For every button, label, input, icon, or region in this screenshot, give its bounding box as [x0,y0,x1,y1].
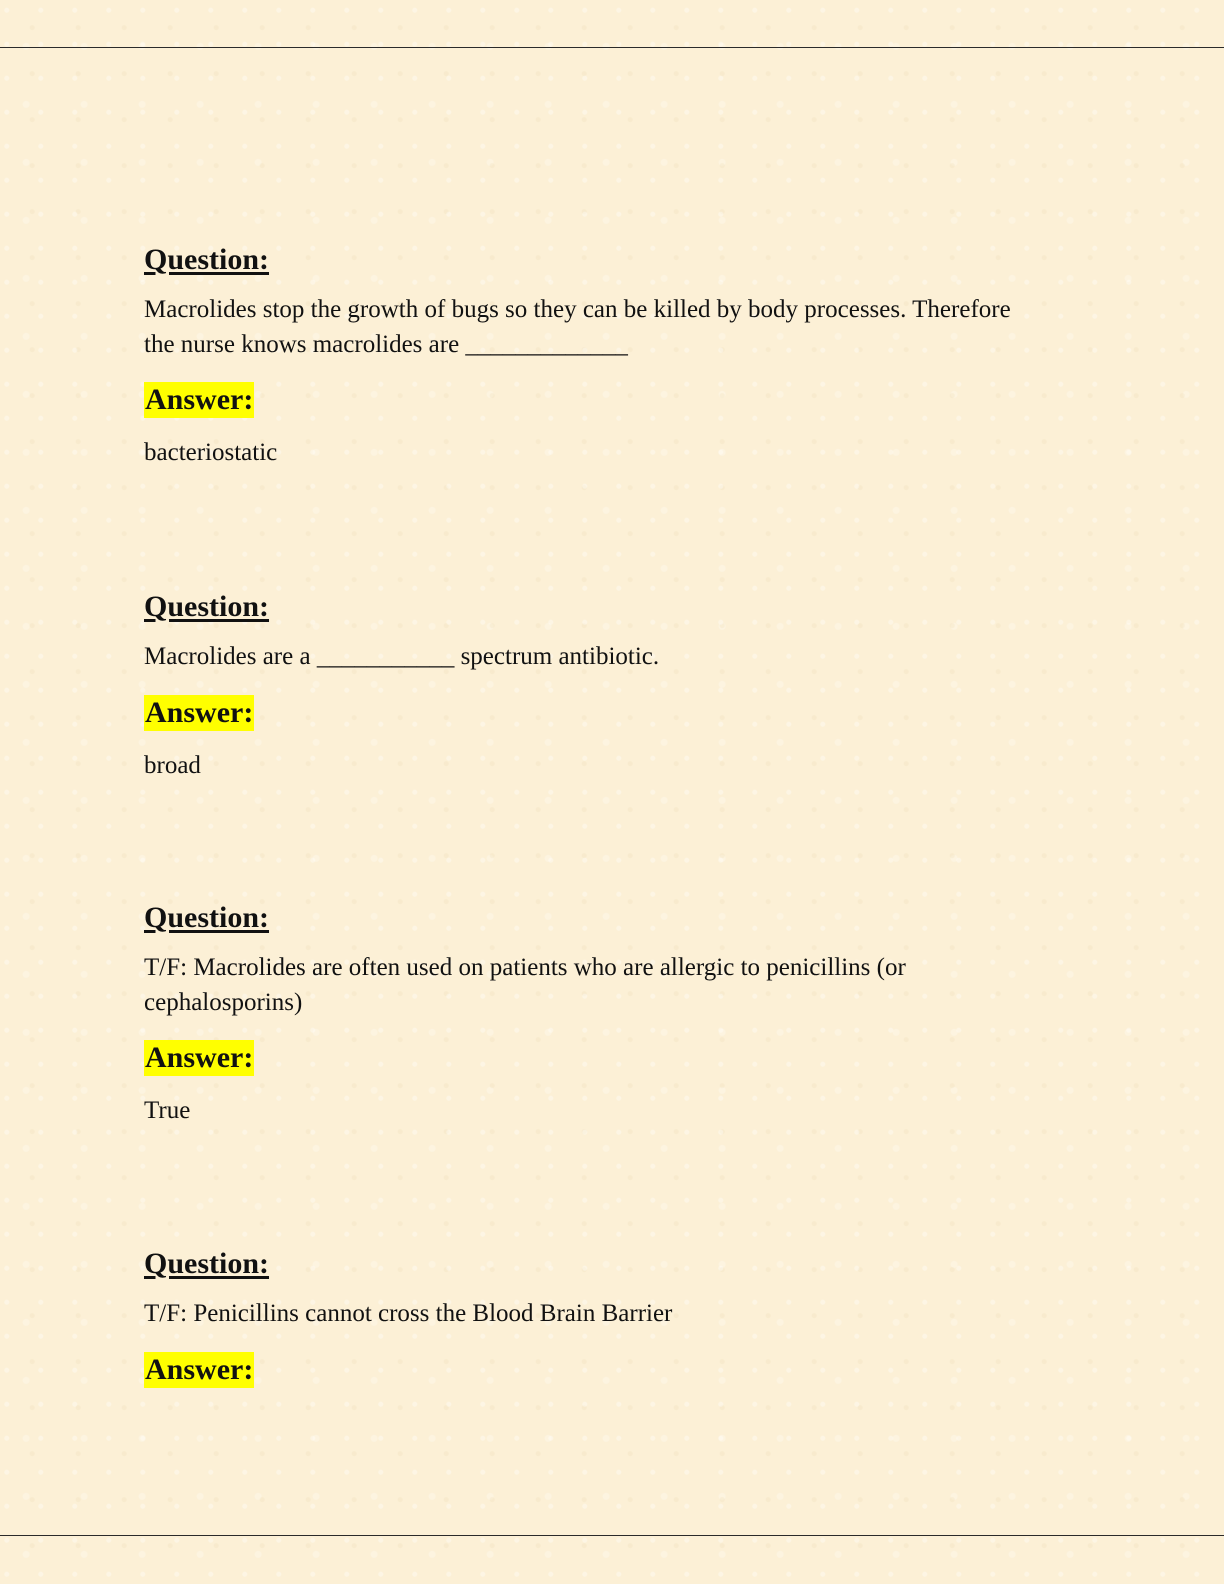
question-heading: Question: [144,590,270,623]
top-rule [0,47,1224,48]
answer-heading: Answer: [145,383,254,416]
answer-heading: Answer: [145,1041,254,1074]
question-text: T/F: Macrolides are often used on patients who are allergic to penicillins (or cephalosporins) [144,954,906,1016]
bottom-rule [0,1535,1224,1536]
answer-heading: Answer: [145,696,254,729]
question-heading: Question: [144,1247,270,1280]
question-text: Macrolides stop the growth of bugs so they can be killed by body processes. Therefore the nurse knows macrolides are _____________ [144,296,1011,358]
answer-text: bacteriostatic [144,439,278,466]
answer-text: broad [144,752,201,779]
answer-heading: Answer: [145,1353,254,1386]
question-heading: Question: [144,901,270,934]
question-heading: Question: [144,243,270,276]
question-text: T/F: Penicillins cannot cross the Blood Brain Barrier [144,1300,673,1327]
question-text: Macrolides are a ___________ spectrum antibiotic. [144,643,660,670]
answer-text: True [144,1097,191,1124]
